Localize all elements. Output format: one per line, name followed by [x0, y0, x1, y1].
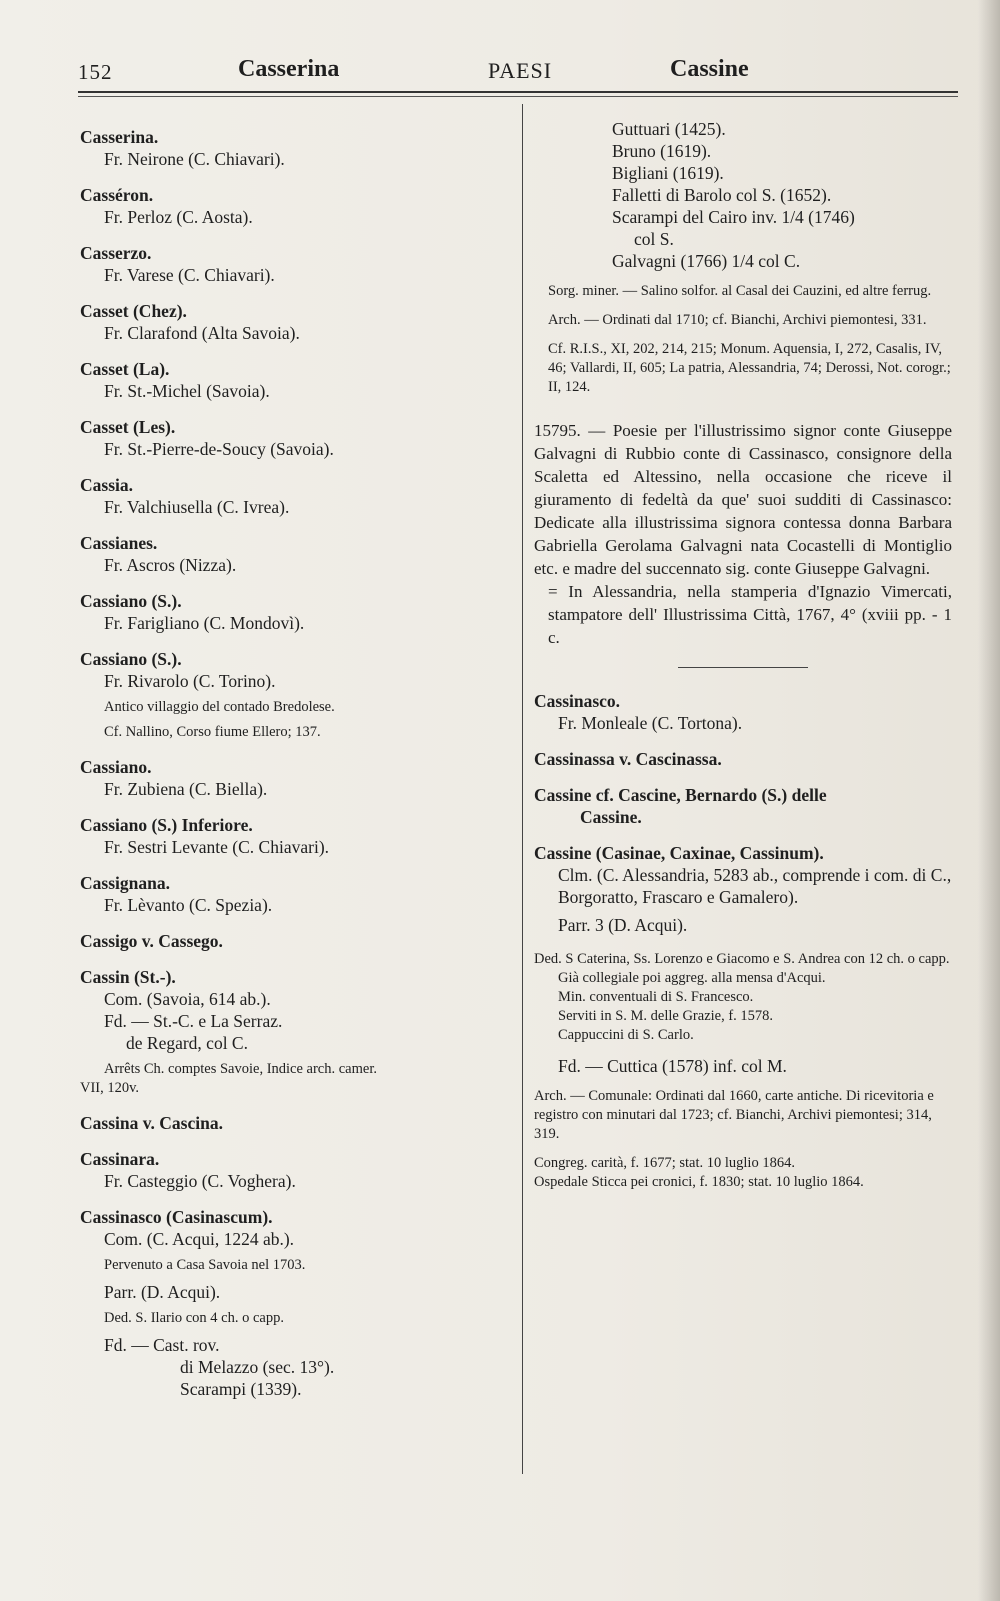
entry-headword: Cassinasco.	[534, 691, 621, 711]
entry	[80, 532, 512, 576]
left-running-head: Casserina	[238, 56, 340, 82]
entry-reference: Arrêts Ch. comptes Savoie, Indice arch. camer.	[104, 1061, 377, 1077]
entry	[80, 474, 512, 518]
entry	[80, 1206, 512, 1400]
entry-line: Clm. (C. Alessandria, 5283 ab., comprende i com. di C., Borgoratto, Frascaro e Gamalero).	[558, 865, 952, 907]
entry-headword: Cassigo v. Cassego.	[80, 931, 223, 951]
entry	[80, 1112, 512, 1134]
entry-line: Com. (Savoia, 614 ab.).	[104, 989, 271, 1009]
entry-line: Galvagni (1766) 1/4 col C.	[612, 251, 801, 271]
entry-line: Fr. Zubiena (C. Biella).	[104, 779, 268, 799]
entry-note: Ded. S Caterina, Ss. Lorenzo e Giacomo e S. Andrea con 12 ch. o capp.	[534, 951, 950, 967]
entry-line: Fr. Sestri Levante (C. Chiavari).	[104, 837, 330, 857]
entry-note: Ospedale Sticca pei cronici, f. 1830; stat. 10 luglio 1864.	[534, 1174, 864, 1190]
entry-note: Antico villaggio del contado Bredolese.	[104, 699, 335, 715]
entry-note: Arch. — Ordinati dal 1710; cf. Bianchi, Archivi piemontesi, 331.	[548, 312, 927, 328]
entry-headword: Cassignana.	[80, 873, 170, 893]
entry-line: di Melazzo (sec. 13°).	[180, 1357, 335, 1377]
entry-line: Scarampi del Cairo inv. 1/4 (1746)	[612, 207, 855, 227]
right-column	[534, 118, 952, 1192]
entry-note: Congreg. carità, f. 1677; stat. 10 luglio 1864.	[534, 1155, 795, 1171]
entry	[534, 842, 952, 936]
entry-headword: Cassinassa v. Cascinassa.	[534, 749, 722, 769]
entry-headword-cont: Cassine.	[580, 807, 642, 827]
entry-reference: Cf. Nallino, Corso fiume Ellero; 137.	[104, 724, 321, 740]
entry-line: Fr. Farigliano (C. Mondovì).	[104, 613, 305, 633]
entry	[80, 126, 512, 170]
entry-headword: Cassiano.	[80, 757, 152, 777]
entry-headword: Cassinara.	[80, 1149, 160, 1169]
entry-line: Fd. — St.-C. e La Serraz.	[104, 1011, 283, 1031]
entry-headword: Casset (Les).	[80, 417, 176, 437]
entry	[80, 648, 512, 742]
bibliography-item-15795: 15795. — Poesie per l'illustrissimo signor conte Giuseppe Galvagni di Rubbio conte di Cassinasco, consignore della Scaletta ed Altessino, nella occasione che riceve il giuramento di fedeltà da que' suoi sudditi di Cassinasco: Dedicate alla illustrissima signora contessa donna Barbara Gabriella Gerolama Galvagni nata Cocastelli di Montiglio etc. e madre del succennato sig. conte Giuseppe Galvagni.	[534, 421, 952, 578]
entry-line: Fr. Lèvanto (C. Spezia).	[104, 895, 273, 915]
entry-reference: Cf. R.I.S., XI, 202, 214, 215; Monum. Aquensia, I, 272, Casalis, IV, 46; Vallardi, II, 605; La patria, Alessandria, 74; Derossi, Not. corogr.; II, 124.	[548, 341, 951, 395]
entry-headword: Cassinasco (Casinascum).	[80, 1207, 273, 1227]
entry-headword: Casserzo.	[80, 243, 152, 263]
entry	[80, 416, 512, 460]
entry-line: Fr. Varese (C. Chiavari).	[104, 265, 275, 285]
entry-line: de Regard, col C.	[126, 1033, 248, 1053]
entry-headword: Cassiano (S.) Inferiore.	[80, 815, 253, 835]
entry-headword: Cassiano (S.).	[80, 591, 182, 611]
entry-headword: Casset (Chez).	[80, 301, 187, 321]
page-number: 152	[78, 60, 113, 84]
entry	[80, 242, 512, 286]
entry	[534, 748, 952, 770]
entry-headword: Cassianes.	[80, 533, 158, 553]
entry-line: col S.	[634, 229, 674, 249]
entry-line: Fr. Valchiusella (C. Ivrea).	[104, 497, 290, 517]
entry-headword: Cassin (St.-).	[80, 967, 176, 987]
entry-note: Min. conventuali di S. Francesco.	[558, 989, 754, 1005]
entry	[80, 814, 512, 858]
entry-line: Parr. (D. Acqui).	[104, 1282, 221, 1302]
section-title: PAESI	[488, 58, 553, 83]
entry	[80, 590, 512, 634]
entry-note: Cappuccini di S. Carlo.	[558, 1027, 694, 1043]
entry-reference: VII, 120v.	[80, 1080, 140, 1096]
column-divider	[522, 104, 523, 1474]
entry-headword: Casserina.	[80, 127, 159, 147]
entry	[80, 872, 512, 916]
entry-note: Arch. — Comunale: Ordinati dal 1660, carte antiche. Di ricevitoria e registro con minutari dal 1723; cf. Bianchi, Archivi piemontesi; 314, 319.	[534, 1088, 934, 1142]
entry-line: Bruno (1619).	[612, 141, 712, 161]
header-rule	[78, 91, 958, 93]
entry-headword: Cassine cf. Cascine, Bernardo (S.) delle	[534, 785, 827, 805]
entry-line: Fr. Ascros (Nizza).	[104, 555, 237, 575]
entry-note: Già collegiale poi aggreg. alla mensa d'Acqui.	[558, 970, 826, 986]
entry-note: Serviti in S. M. delle Grazie, f. 1578.	[558, 1008, 774, 1024]
entry-line: Bigliani (1619).	[612, 163, 724, 183]
page-edge-shadow	[978, 0, 1000, 1601]
entry-note: Sorg. miner. — Salino solfor. al Casal dei Cauzini, ed altre ferrug.	[548, 283, 932, 299]
entry-line: Fd. — Cuttica (1578) inf. col M.	[558, 1056, 787, 1076]
entry	[80, 966, 512, 1098]
entry-line: Com. (C. Acqui, 1224 ab.).	[104, 1229, 295, 1249]
entry-line: Fr. Clarafond (Alta Savoia).	[104, 323, 300, 343]
entry	[80, 358, 512, 402]
entry-note: Ded. S. Ilario con 4 ch. o capp.	[104, 1310, 284, 1326]
entry	[80, 1148, 512, 1192]
entry-headword: Cassia.	[80, 475, 133, 495]
bibliography-imprint: = In Alessandria, nella stamperia d'Ignazio Vimercati, stampatore dell' Illustrissima Città, 1767, 4° (xviii pp. - 1 c.	[548, 582, 952, 647]
entry-note: Pervenuto a Casa Savoia nel 1703.	[104, 1257, 306, 1273]
running-header	[78, 52, 958, 92]
entry	[80, 184, 512, 228]
left-column	[80, 126, 512, 1414]
entry-line: Fr. Casteggio (C. Voghera).	[104, 1171, 296, 1191]
entry-line: Fr. Neirone (C. Chiavari).	[104, 149, 285, 169]
entry-headword: Cassiano (S.).	[80, 649, 182, 669]
entry	[534, 690, 952, 734]
entry	[80, 930, 512, 952]
entry-line: Fr. St.-Pierre-de-Soucy (Savoia).	[104, 439, 334, 459]
entry-line: Parr. 3 (D. Acqui).	[558, 915, 688, 935]
right-running-head: Cassine	[670, 56, 749, 82]
entry-headword: Cassine (Casinae, Caxinae, Cassinum).	[534, 843, 824, 863]
entry-line: Guttuari (1425).	[612, 119, 726, 139]
entry	[80, 300, 512, 344]
entry-line: Fd. — Cast. rov.	[104, 1335, 220, 1355]
entry-headword: Cassina v. Cascina.	[80, 1113, 223, 1133]
entry-line: Falletti di Barolo col S. (1652).	[612, 185, 832, 205]
entry-line: Fr. Perloz (C. Aosta).	[104, 207, 253, 227]
entry-headword: Casset (La).	[80, 359, 170, 379]
entry-line: Fr. Monleale (C. Tortona).	[558, 713, 743, 733]
header-rule-thin	[78, 96, 958, 97]
section-rule	[678, 667, 808, 668]
entry-line: Fr. St.-Michel (Savoia).	[104, 381, 270, 401]
entry-headword: Casséron.	[80, 185, 154, 205]
entry	[80, 756, 512, 800]
entry	[534, 784, 952, 828]
entry-line: Fr. Rivarolo (C. Torino).	[104, 671, 276, 691]
entry-line: Scarampi (1339).	[180, 1379, 302, 1399]
